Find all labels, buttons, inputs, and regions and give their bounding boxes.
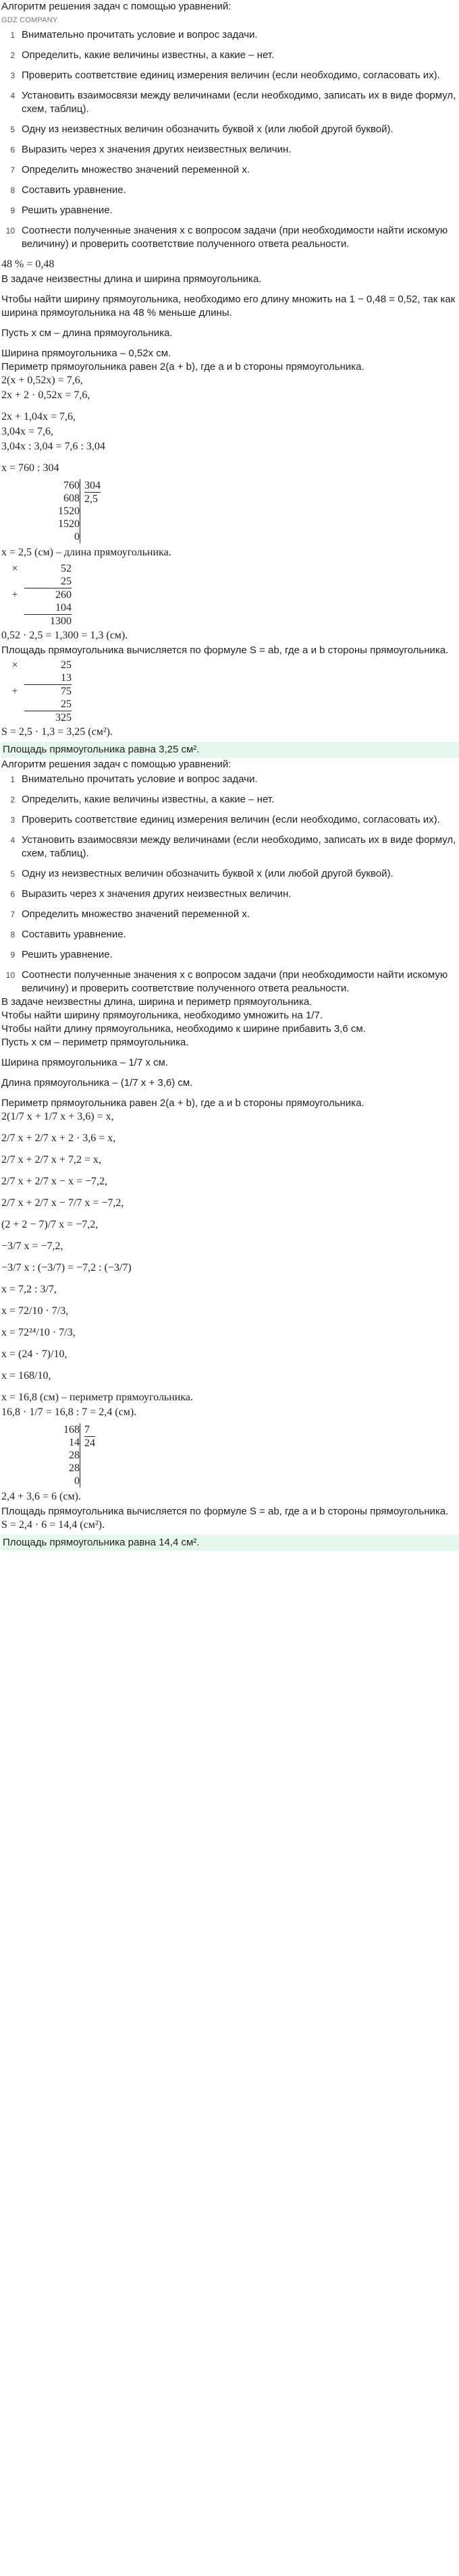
text-line: Площадь прямоугольника вычисляется по формуле S = ab, где a и b стороны прямоугольника. [1,1506,449,1517]
equation: 2/7 x + 2/7 x + 2 · 3,6 = x, [1,1132,116,1144]
text-line: Ширина прямоугольника – 1/7 x см. [1,1057,169,1068]
equation: 2x + 2 · 0,52x = 7,6, [1,389,90,401]
solution-part-1 [0,0,459,758]
step-item: 2 Определить, какие величины известны, а какие – нет. [10,49,275,61]
text-line: Пусть x см – периметр прямоугольника. [1,1037,189,1048]
text-line: Периметр прямоугольника равен 2(a + b), где a и b стороны прямоугольника. [1,361,364,373]
text-line: Периметр прямоугольника равен 2(a + b), где a и b стороны прямоугольника. [1,1097,364,1109]
result-line: 2,4 + 3,6 = 6 (см). [1,1491,81,1502]
text-line: Пусть x см – длина прямоугольника. [1,327,173,339]
text-line: В задаче неизвестны длина, ширина и периметр прямоугольника. [1,996,313,1008]
column-multiplication-2: × 25 13 + 75 25 325 [11,659,72,723]
equation: 2/7 x + 2/7 x + 7,2 = x, [1,1154,101,1166]
equation: (2 + 2 − 7)/7 x = −7,2, [1,1219,99,1230]
algorithm-title: Алгоритм решения задач с помощью уравнений: [1,759,232,770]
algorithm-steps [1,773,459,995]
step-item: 2 Определить, какие величины известны, а какие – нет. [10,794,275,805]
text-line: Площадь прямоугольника вычисляется по формуле S = ab, где a и b стороны прямоугольника. [1,645,449,656]
step-item: 3 Проверить соответствие единиц измерения величин (если необходимо, согласовать их). [10,70,440,81]
step-item: 7 Определить множество значений переменной x. [10,908,250,920]
equation: 3,04x = 7,6, [1,426,54,437]
text-line: Ширина прямоугольника – 0,52x см. [1,348,171,359]
equation: 2/7 x + 2/7 x − x = −7,2, [1,1176,107,1187]
text-line: В задаче неизвестны длина и ширина прямоугольника. [1,273,262,285]
result-line: S = 2,5 · 1,3 = 3,25 (см²). [1,726,113,738]
step-item: 8 Составить уравнение. [10,929,126,940]
result-line: 16,8 · 1/7 = 16,8 : 7 = 2,4 (см). [1,1406,137,1418]
equation: 2(x + 0,52x) = 7,6, [1,375,83,386]
step-item: 5 Одну из неизвестных величин обозначить буквой x (или любой другой буквой). [10,124,394,135]
text-line: Длина прямоугольника – (1/7 x + 3,6) см. [1,1077,193,1089]
step-item: 4 Установить взаимосвязи между величинами (если необходимо, записать их в виде формул, схем, таблиц). [10,90,456,115]
step-item: 3 Проверить соответствие единиц измерения величин (если необходимо, согласовать их). [10,814,440,825]
equation: x = 7,2 : 3/7, [1,1284,57,1295]
equation: 2x + 1,04x = 7,6, [1,411,76,422]
equation: −3/7 x : (−3/7) = −7,2 : (−3/7) [1,1262,132,1273]
step-item: 6 Выразить через x значения других неизвестных величин. [10,144,292,155]
result-line: x = 2,5 (см) – длина прямоугольника. [1,547,171,558]
text-line: Чтобы найти ширину прямоугольника, необходимо умножить на 1/7. [1,1010,323,1021]
algorithm-title: Алгоритм решения задач с помощью уравнений: [1,1,232,12]
step-item: 9 Решить уравнение. [10,949,113,960]
long-division-2: 168 14 28 28 0 7 24 [63,1424,95,1487]
step-item: 7 Определить множество значений переменной x. [10,164,250,175]
long-division-1: 760 608 1520 1520 0 304 2,5 [58,480,101,543]
result-line: 0,52 · 2,5 = 1,300 = 1,3 (см). [1,630,128,641]
equation: x = 760 : 304 [1,462,59,474]
text-line: Чтобы найти длину прямоугольника, необходимо к ширине прибавить 3,6 см. [1,1023,366,1035]
answer-banner: Площадь прямоугольника равна 3,25 см². [1,742,459,758]
step-item: 1 Внимательно прочитать условие и вопрос задачи. [10,29,258,40]
result-line: x = 16,8 (см) – периметр прямоугольника. [1,1392,193,1403]
watermark: GDZ COMPANY [1,16,58,24]
step-item: 5 Одну из неизвестных величин обозначить буквой x (или любой другой буквой). [10,868,394,879]
percent-conversion: 48 % = 0,48 [1,258,55,270]
result-line: S = 2,4 · 6 = 14,4 (см²). [1,1519,105,1531]
algorithm-steps [1,28,459,251]
equation: x = 168/10, [1,1370,51,1381]
answer-banner: Площадь прямоугольника равна 14,4 см². [1,1535,459,1551]
equation: 3,04x : 3,04 = 7,6 : 3,04 [1,441,105,452]
step-item: 1 Внимательно прочитать условие и вопрос задачи. [10,773,258,785]
solution-part-2 [0,758,459,1551]
equation: x = (24 · 7)/10, [1,1348,68,1360]
equation: 2(1/7 x + 1/7 x + 3,6) = x, [1,1111,114,1122]
step-item: 4 Установить взаимосвязи между величинами (если необходимо, записать их в виде формул, схем, таблиц). [10,834,456,859]
step-item: 9 Решить уравнение. [10,204,113,216]
column-multiplication-1: × 52 25 + 260 104 1300 [11,563,72,627]
step-item: 8 Составить уравнение. [10,184,126,196]
step-item: 6 Выразить через x значения других неизвестных величин. [10,888,292,900]
text-line: Чтобы найти ширину прямоугольника, необходимо его длину множить на 1 − 0,48 = 0,52, так как ширина прямоугольника на 48 % меньше длины. [1,294,456,319]
equation: x = 72/10 · 7/3, [1,1305,69,1317]
step-item: 10 Соотнести полученные значения x с вопросом задачи (при необходимости найти искомую величину) и проверить соответствие полученного ответа реальности. [5,225,448,250]
equation: −3/7 x = −7,2, [1,1240,63,1252]
equation: 2/7 x + 2/7 x − 7/7 x = −7,2, [1,1197,124,1209]
step-item: 10 Соотнести полученные значения x с вопросом задачи (при необходимости найти искомую величину) и проверить соответствие полученного ответа реальности. [5,969,448,994]
equation: x = 72²⁴/10 · 7/3, [1,1327,76,1338]
